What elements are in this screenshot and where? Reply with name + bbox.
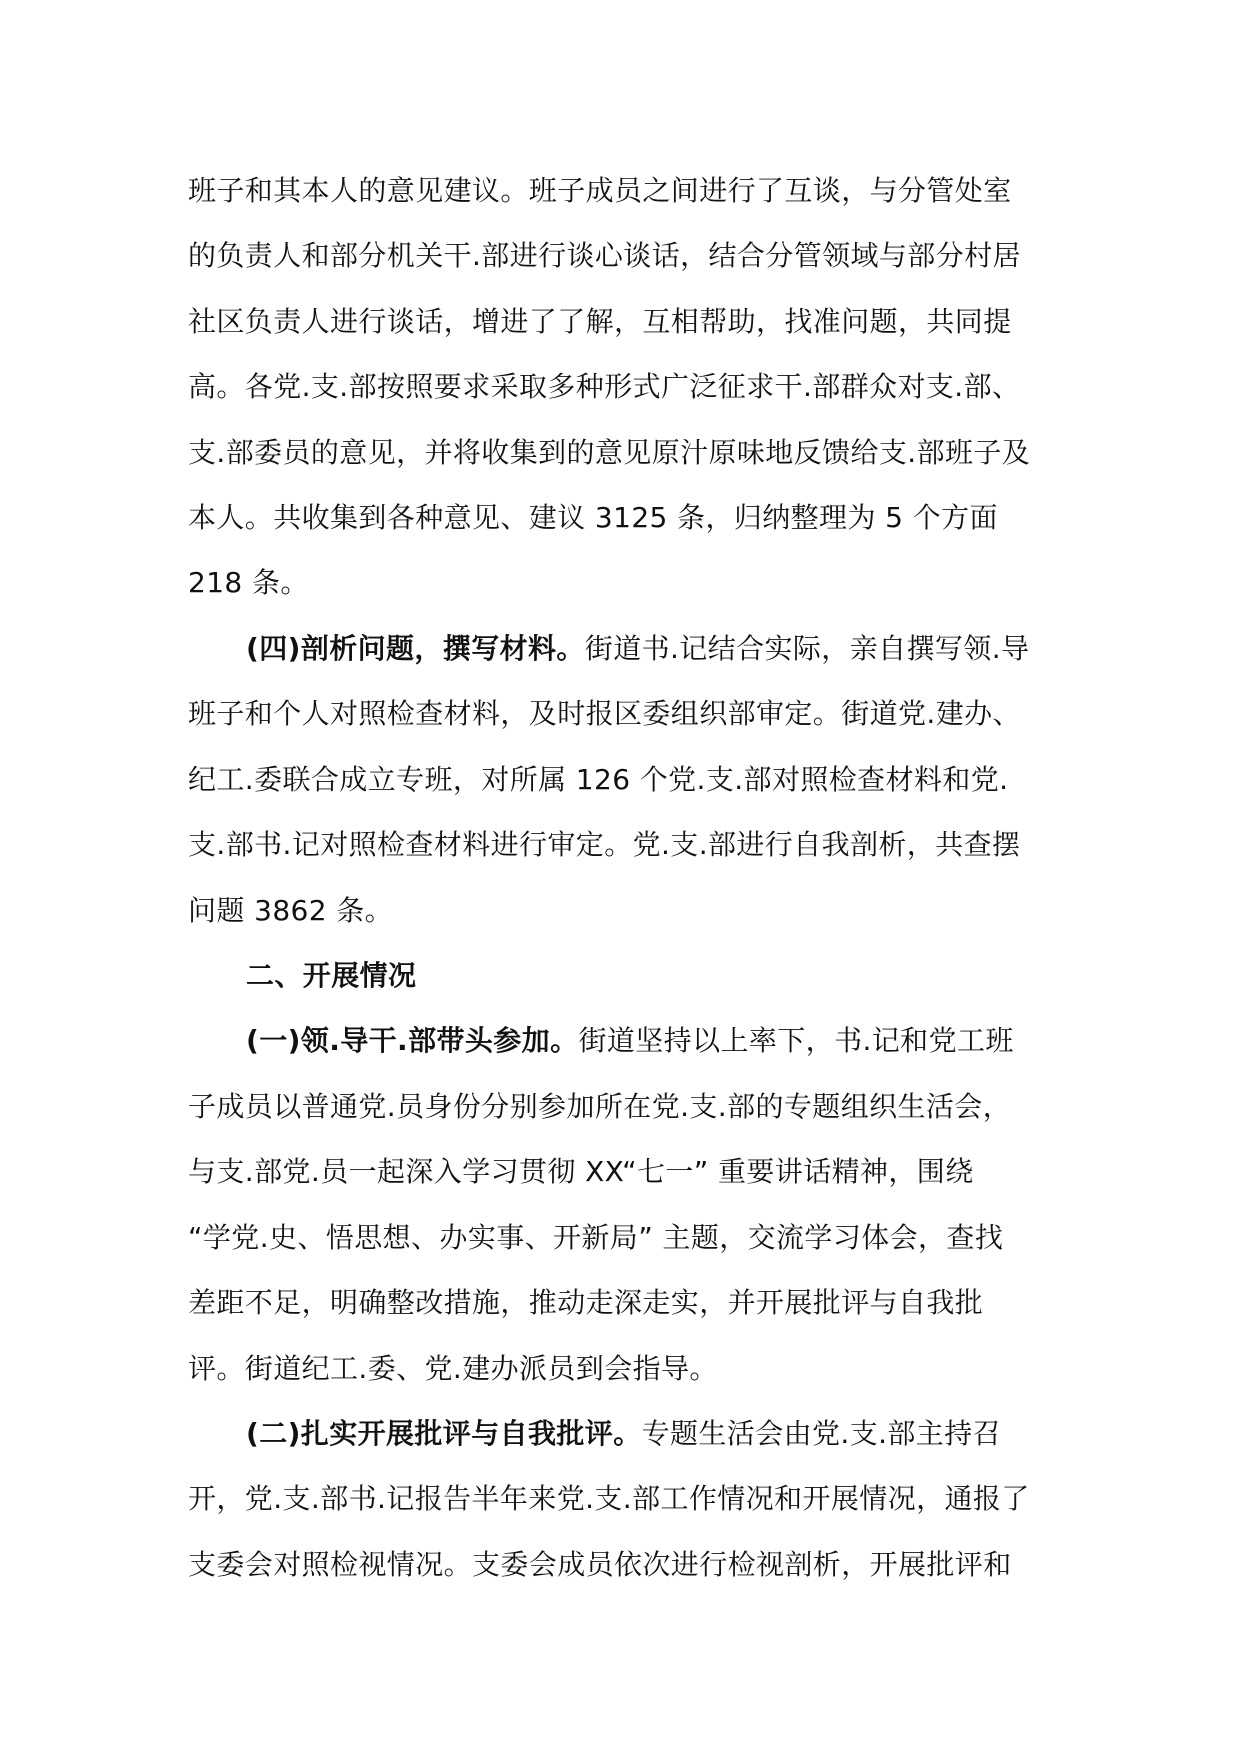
body-line: “学党.史、悟思想、办实事、开新局” 主题，交流学习体会，查找 (188, 1221, 1004, 1254)
body-line: 问题 3862 条。 (188, 894, 394, 927)
body-line: 班子和个人对照检查材料，及时报区委组织部审定。街道党.建办、 (188, 697, 1021, 730)
paragraph-heading: (一)领.导干.部带头参加。 (246, 1024, 579, 1057)
body-line: 社区负责人进行谈话，增进了了解，互相帮助，找准问题，共同提 (188, 305, 1012, 338)
body-line: 218 条。 (188, 566, 309, 599)
body-line: 纪工.委联合成立专班，对所属 126 个党.支.部对照检查材料和党. (188, 763, 1009, 796)
body-line: 支委会对照检视情况。支委会成员依次进行检视剖析，开展批评和 (188, 1548, 1012, 1581)
paragraph-first-line (246, 1021, 1014, 1061)
body-line: 子成员以普通党.员身份分别参加所在党.支.部的专题组织生活会， (188, 1090, 1012, 1123)
body-line: 支.部书.记对照检查材料进行审定。党.支.部进行自我剖析，共查摆 (188, 828, 1021, 861)
body-line: 支.部委员的意见，并将收集到的意见原汁原味地反馈给支.部班子及 (188, 436, 1031, 469)
paragraph-text: 街道书.记结合实际，亲自撰写领.导 (584, 632, 1030, 665)
paragraph-first-line (246, 1414, 1001, 1454)
paragraph-text: 专题生活会由党.支.部主持召 (641, 1417, 1002, 1450)
paragraph-text: 街道坚持以上率下，书.记和党工班 (578, 1024, 1014, 1057)
body-line: 本人。共收集到各种意见、建议 3125 条，归纳整理为 5 个方面 (188, 501, 998, 534)
body-line: 班子和其本人的意见建议。班子成员之间进行了互谈，与分管处室 (188, 174, 1012, 207)
body-line: 差距不足，明确整改措施，推动走深走实，并开展批评与自我批 (188, 1286, 984, 1319)
paragraph-heading: (四)剖析问题，撰写材料。 (246, 632, 585, 665)
section-title: 二、开展情况 (246, 959, 417, 992)
body-line: 高。各党.支.部按照要求采取多种形式广泛征求干.部群众对支.部、 (188, 370, 1021, 403)
paragraph-heading: (二)扎实开展批评与自我批评。 (246, 1417, 642, 1450)
body-line: 评。街道纪工.委、党.建办派员到会指导。 (188, 1352, 718, 1385)
body-line: 与支.部党.员一起深入学习贯彻 XX“七一” 重要讲话精神，围绕 (188, 1155, 974, 1188)
body-line: 的负责人和部分机关干.部进行谈心谈话，结合分管领域与部分村居 (188, 239, 1021, 272)
body-line: 开，党.支.部书.记报告半年来党.支.部工作情况和开展情况，通报了 (188, 1482, 1030, 1515)
paragraph-first-line (246, 629, 1029, 669)
